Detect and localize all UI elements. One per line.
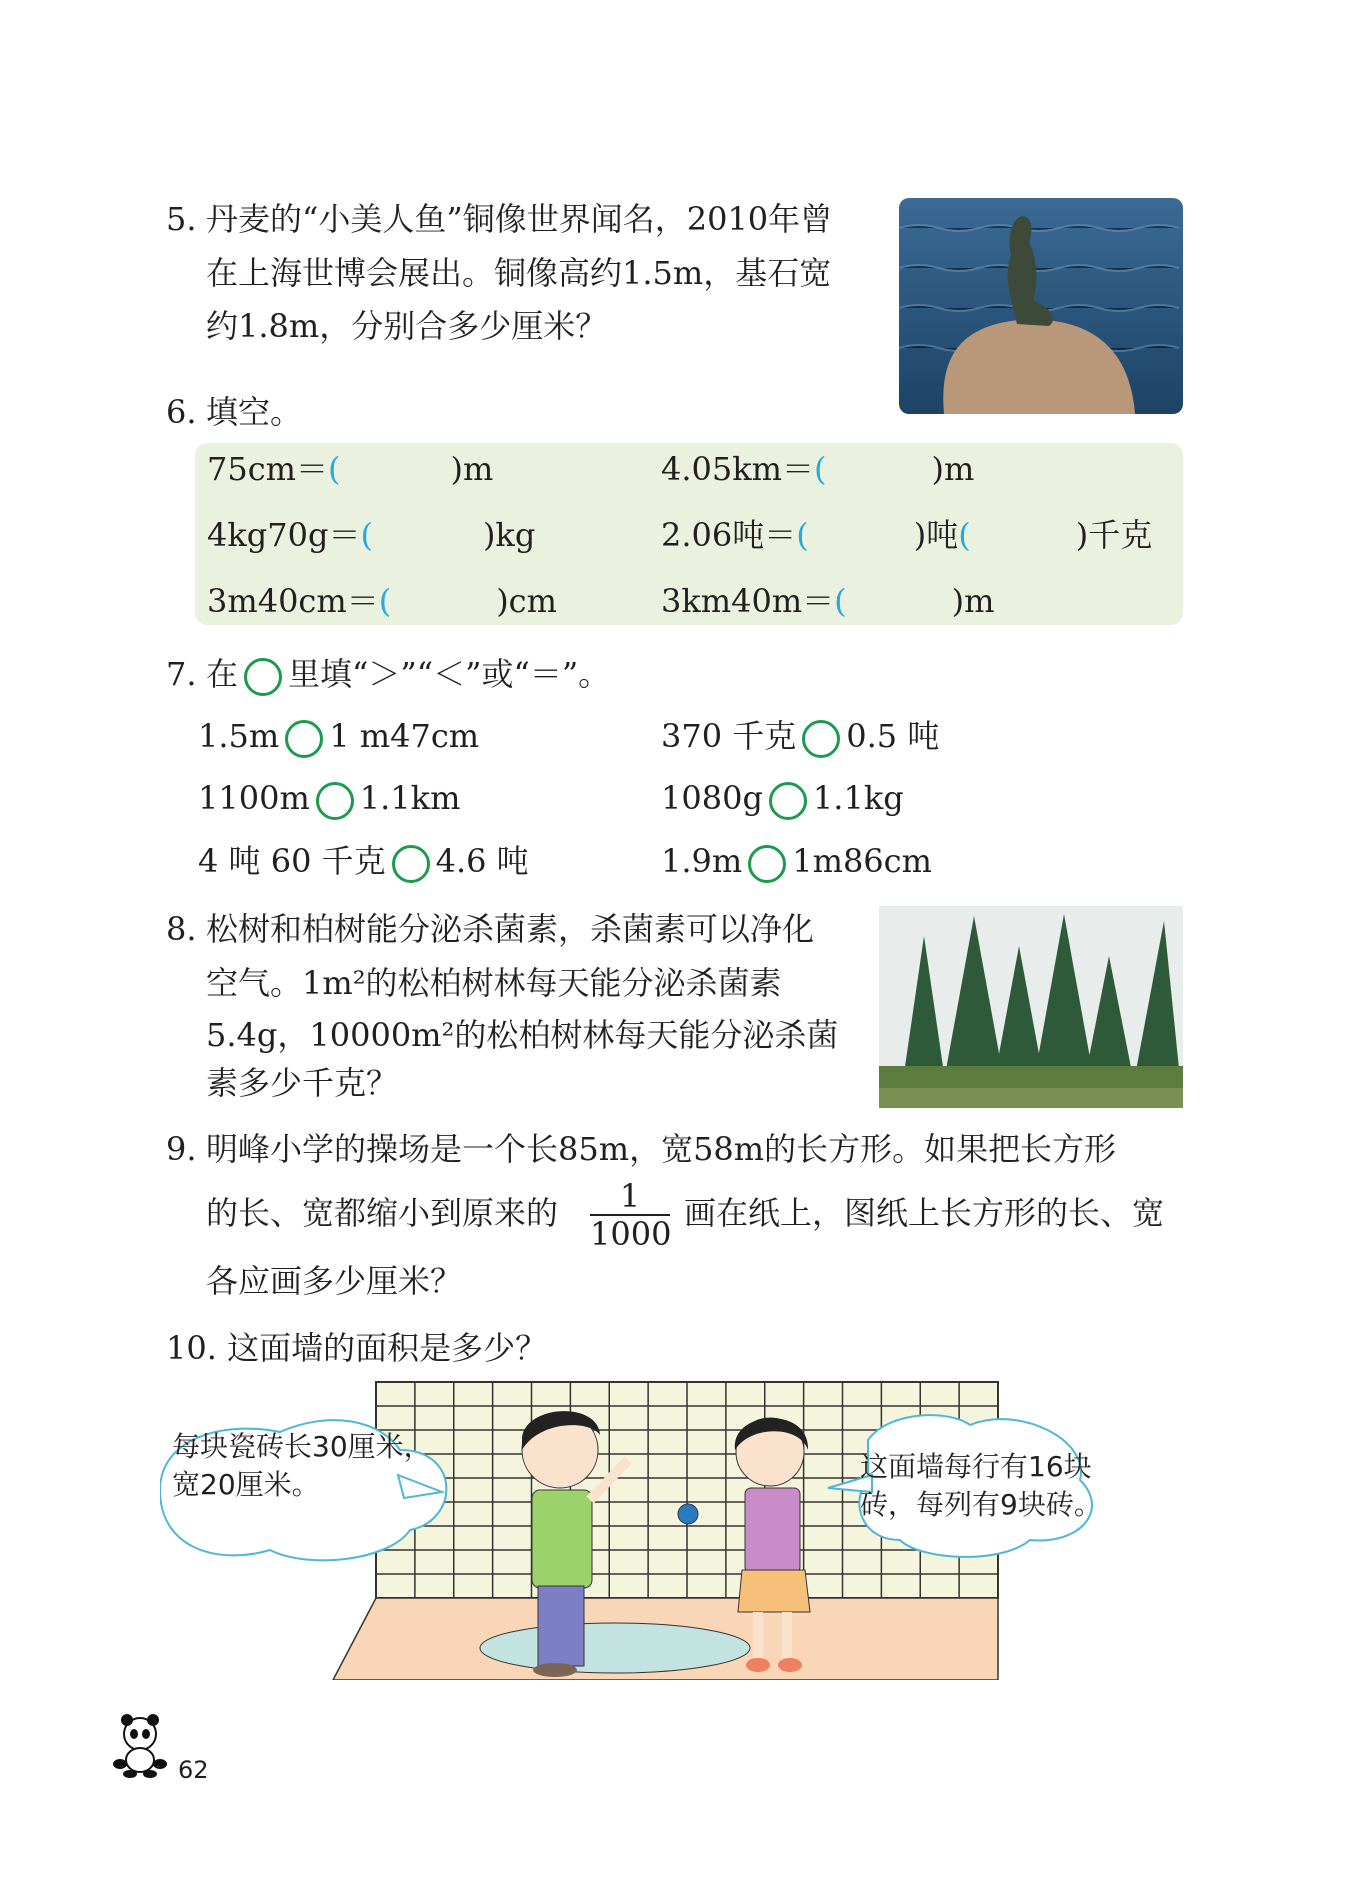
- q9-text: 明峰小学的操场是一个长85m，宽58m的长方形。如果把长方形: [206, 1130, 1117, 1168]
- q6-unit: )m: [450, 450, 494, 488]
- q7-item: [198, 778, 460, 820]
- q6-expr: 2.06吨＝: [661, 516, 797, 554]
- q7-heading: [166, 654, 610, 696]
- q10-heading: [166, 1328, 547, 1368]
- q5-line-1: [166, 199, 832, 239]
- compare-circle-input[interactable]: [769, 782, 807, 820]
- q8-text: 松树和柏树能分泌杀菌素，杀菌素可以净化: [206, 910, 815, 948]
- page-number: 62: [178, 1756, 209, 1784]
- compare-circle-input[interactable]: [748, 845, 786, 883]
- compare-circle-input[interactable]: [285, 720, 323, 758]
- answer-blank-open[interactable]: (: [814, 450, 827, 488]
- q7-right: 1m86cm: [792, 842, 932, 880]
- q6-heading: [166, 392, 302, 432]
- q9-line-3: 各应画多少厘米？: [206, 1262, 463, 1300]
- q9-line-1: [166, 1129, 1116, 1169]
- q8-line-1: [166, 909, 814, 949]
- bubble-left-line: 宽20厘米。: [172, 1468, 320, 1501]
- q7-right: 1.1km: [359, 779, 461, 817]
- fraction-denominator: 1000: [590, 1215, 672, 1253]
- q6-title: 填空。: [206, 393, 303, 431]
- q6-expr: 4kg70g＝: [207, 516, 361, 554]
- q6-expr: 75cm＝: [207, 450, 328, 488]
- speech-bubble-right: [860, 1448, 1102, 1524]
- q6-expr: 3m40cm＝: [207, 582, 379, 620]
- q7-item: [661, 841, 932, 883]
- q6-item: [661, 581, 994, 621]
- q5-line-3: 约1.8m，分别合多少厘米？: [206, 307, 608, 345]
- q6-unit: )m: [951, 582, 995, 620]
- q6-item: [207, 515, 535, 555]
- q5-number: 5.: [166, 200, 197, 238]
- q7-left: 370 千克: [661, 717, 797, 755]
- q7-item: [198, 841, 529, 883]
- q6-number: 6.: [166, 393, 197, 431]
- q6-unit: )cm: [496, 582, 557, 620]
- q7-item: [661, 716, 939, 758]
- q7-right: 4.6 吨: [435, 842, 529, 880]
- answer-blank-open[interactable]: (: [796, 516, 809, 554]
- pine-forest-photo: [879, 906, 1183, 1108]
- q6-unit: )吨: [913, 516, 959, 554]
- q5-text: 丹麦的“小美人鱼”铜像世界闻名，2010年曾: [206, 200, 833, 238]
- q9-line-2-pre: 的长、宽都缩小到原来的: [206, 1194, 559, 1232]
- answer-blank-open[interactable]: (: [958, 516, 971, 554]
- fraction: [590, 1178, 670, 1252]
- q8-number: 8.: [166, 910, 197, 948]
- q7-right: 0.5 吨: [846, 717, 940, 755]
- wall-illustration: [160, 1380, 1160, 1680]
- q6-unit: )kg: [482, 516, 536, 554]
- q10-number: 10.: [166, 1329, 217, 1367]
- answer-blank-open[interactable]: (: [360, 516, 373, 554]
- q6-item: [661, 515, 1152, 555]
- q7-left: 4 吨 60 千克: [198, 842, 386, 880]
- q7-left: 1080g: [661, 779, 763, 817]
- q7-item: [198, 716, 479, 758]
- q7-title-post: 里填“＞”“＜”或“＝”。: [288, 655, 611, 693]
- q7-left: 1.9m: [661, 842, 743, 880]
- compare-circle-input[interactable]: [392, 845, 430, 883]
- bubble-right-line: 这面墙每行有16块: [860, 1450, 1092, 1483]
- q9-line-2-post: 画在纸上，图纸上长方形的长、宽: [684, 1194, 1165, 1232]
- q7-title-pre: 在: [206, 655, 239, 693]
- q8-line-3: 5.4g，10000m²的松柏树林每天能分泌杀菌: [206, 1016, 839, 1054]
- little-mermaid-photo: [899, 198, 1183, 414]
- q7-left: 1100m: [198, 779, 310, 817]
- q7-left: 1.5m: [198, 717, 280, 755]
- circle-icon: [244, 658, 282, 696]
- compare-circle-input[interactable]: [802, 720, 840, 758]
- q7-item: [661, 778, 904, 820]
- q7-number: 7.: [166, 655, 197, 693]
- compare-circle-input[interactable]: [316, 782, 354, 820]
- answer-blank-open[interactable]: (: [378, 582, 392, 620]
- bubble-right-line: 砖，每列有9块砖。: [860, 1488, 1102, 1521]
- q6-expr: 4.05km＝: [661, 450, 814, 488]
- q5-line-2: 在上海世博会展出。铜像高约1.5m，基石宽: [206, 254, 832, 292]
- q6-item: [661, 449, 974, 489]
- bubble-left-line: 每块瓷砖长30厘米，: [172, 1430, 432, 1463]
- q7-right: 1.1kg: [812, 779, 904, 817]
- q10-title: 这面墙的面积是多少？: [227, 1329, 548, 1367]
- speech-bubble-left: [172, 1428, 432, 1504]
- q6-expr: 3km40m＝: [661, 582, 835, 620]
- q6-unit: )千克: [1075, 516, 1153, 554]
- answer-blank-open[interactable]: (: [328, 450, 341, 488]
- q8-line-2: 空气。1m²的松柏树林每天能分泌杀菌素: [206, 964, 782, 1002]
- q9-number: 9.: [166, 1130, 197, 1168]
- q7-right: 1 m47cm: [329, 717, 480, 755]
- answer-blank-open[interactable]: (: [834, 582, 847, 620]
- q8-line-4: 素多少千克？: [206, 1064, 399, 1102]
- fraction-numerator: 1: [619, 1177, 641, 1215]
- q6-item: [207, 581, 557, 621]
- q6-item: [207, 449, 493, 489]
- q6-unit: )m: [931, 450, 975, 488]
- panda-icon: [112, 1712, 168, 1782]
